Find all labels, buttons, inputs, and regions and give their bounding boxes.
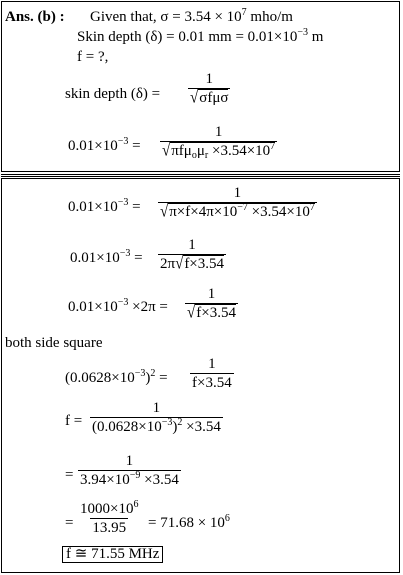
sqrt-icon: √ [175,254,184,273]
given-line: Given that, $\sigma = 3.54 \times 10^7$ mho/m [90,7,293,25]
eq8-lhs: = [65,467,74,483]
eq4-lhs: $0.01\times 10^{-3}$ = [70,248,143,266]
eq7-numerator: 1 [152,400,161,416]
double-divider [1,174,400,177]
eq9-numerator: $1000\times 10^6$ [80,499,139,517]
eq4-denominator: 2π√f×3.54 [160,254,225,273]
eq3-numerator: 1 [233,185,242,201]
sqrt-icon: √ [187,303,196,322]
eq6-lhs: $(0.0628\times 10^{-3})^2$ = [65,368,168,386]
eq8-numerator: 1 [125,453,134,469]
eq9-lhs: = [65,515,74,531]
sqrt-icon: √ [190,88,199,107]
eq8-fraction [78,454,181,489]
sqrt-icon: √ [162,141,171,160]
eq5-fraction [185,287,238,322]
eq2-lhs: $0.01\times 10^{-3}$ = [68,136,141,154]
eq3-fraction [158,186,317,221]
eq7-fraction [90,401,223,436]
eq4-fraction [158,238,226,273]
skin-depth-line: Skin depth (δ) = 0.01 mm = $0.01\times 10^{-3}$ m [77,27,324,45]
eq1-lhs: skin depth (δ) = [65,86,161,102]
eq3-lhs: $0.01\times 10^{-3}$ = [68,197,141,215]
sqrt-icon: √ [160,202,169,221]
eq6-denominator: f×3.54 [192,374,232,391]
eq1-denominator: √σfμσ [190,88,229,107]
eq7-denominator: $(0.0628\times 10^{-3})^2 \times 3.54$ [92,416,221,435]
eq9-fraction [78,499,140,537]
eq7-lhs: f = [65,413,83,429]
eq6-fraction [190,357,234,392]
eq3-denominator: $√\pi\times f\times 4\pi\times 10^{-7} \times 3.54\times 10^7$ [160,201,315,221]
eq5-numerator: 1 [207,286,216,302]
eq2-fraction [160,125,277,160]
eq1-fraction [188,72,230,107]
eq5-lhs: $0.01\times 10^{-3} \times 2\pi$ = [68,297,168,315]
eq6-numerator: 1 [208,356,216,372]
eq5-denominator: √f×3.54 [187,303,236,322]
eq2-denominator: $√\pi f\mu_o\mu_r \times 3.54\times 10^7$ [162,140,276,161]
final-answer: f ≅ 71.55 MHz [62,546,163,563]
note-text: both side square [5,335,103,351]
answer-label: Ans. (b) : [5,9,65,25]
eq1-numerator: 1 [205,71,213,87]
eq9-denominator: 13.95 [92,519,127,536]
eq2-numerator: 1 [214,124,223,140]
eq9-rhs: = $71.68 \times 10^6$ [148,513,230,531]
eq8-denominator: $3.94\times 10^{-9} \times 3.54$ [80,469,179,488]
eq4-numerator: 1 [188,237,196,253]
f-unknown-line: f = ?, [77,49,109,65]
